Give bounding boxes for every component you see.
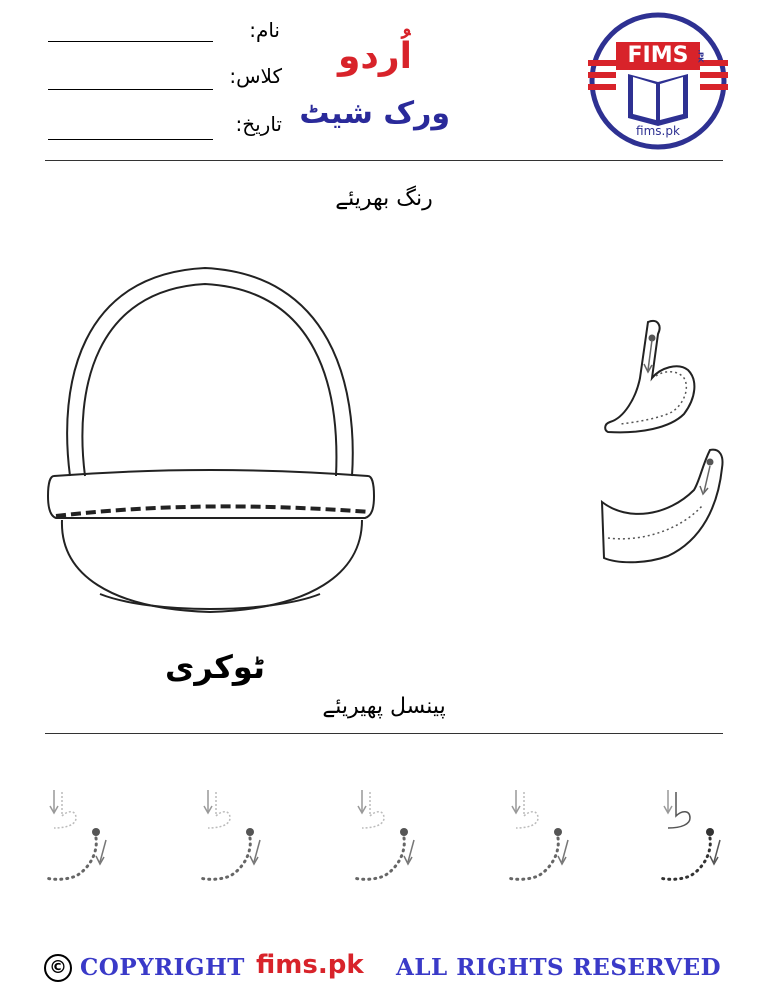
date-line[interactable] (48, 139, 213, 140)
tracing-unit[interactable] (40, 786, 110, 886)
date-label: تاریخ: (235, 112, 282, 136)
basket-icon (40, 264, 385, 619)
subject-title: اُردو (338, 36, 412, 77)
letter-toe-tracing (600, 318, 700, 438)
color-section-title: رنگ بھریئے (335, 186, 433, 211)
fims-logo (588, 8, 728, 154)
class-label: کلاس: (229, 64, 282, 88)
class-line[interactable] (48, 89, 213, 90)
trace-divider (45, 733, 723, 734)
worksheet-subtitle: ورک شیٹ (299, 96, 450, 131)
logo-brand: FIMS (627, 43, 689, 68)
basket-word: ٹوکری (165, 648, 265, 686)
footer-site-link[interactable]: fims.pk (256, 950, 364, 980)
tracing-unit[interactable] (654, 786, 724, 886)
tracing-unit[interactable] (194, 786, 264, 886)
letter-toe-joined-tracing (598, 446, 728, 566)
copyright-label: COPYRIGHT (80, 954, 245, 981)
tracing-unit[interactable] (348, 786, 418, 886)
trace-section-title: پینسل پھیریئے (322, 694, 446, 719)
logo-suffix: .PK (696, 49, 705, 63)
logo-url: fims.pk (636, 124, 680, 138)
name-line[interactable] (48, 41, 213, 42)
name-label: نام: (249, 18, 280, 42)
copyright-icon: © (44, 954, 72, 982)
rights-label: ALL RIGHTS RESERVED (396, 954, 722, 981)
tracing-unit[interactable] (502, 786, 572, 886)
header-divider (45, 160, 723, 161)
